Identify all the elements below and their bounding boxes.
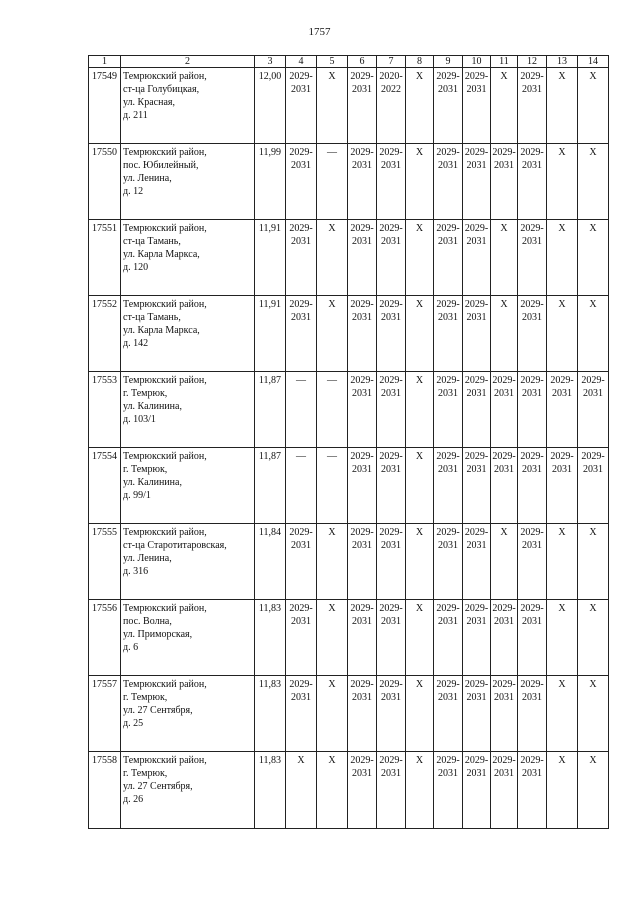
- period-cell: 2029- 2031: [286, 524, 317, 600]
- period-cell: X: [406, 448, 434, 524]
- period-cell: 2029- 2031: [518, 144, 547, 220]
- period-cell: 2029- 2031: [434, 372, 463, 448]
- period-cell: X: [317, 68, 348, 144]
- period-cell: 2029- 2031: [434, 220, 463, 296]
- address-line: Темрюкский район,: [123, 679, 207, 690]
- address-line: Темрюкский район,: [123, 299, 207, 310]
- address-line: д. 316: [123, 566, 149, 577]
- period-cell: X: [547, 144, 578, 220]
- period-cell: 2029- 2031: [463, 372, 491, 448]
- row-number: 17552: [89, 296, 121, 372]
- address-line: ст-ца Старотитаровская,: [123, 540, 227, 551]
- address-line: г. Темрюк,: [123, 768, 168, 779]
- period-cell: 2029- 2031: [463, 600, 491, 676]
- address-line: ул. Красная,: [123, 97, 175, 108]
- period-cell: 2029- 2031: [491, 600, 518, 676]
- period-cell: X: [547, 296, 578, 372]
- period-cell: 2029- 2031: [348, 220, 377, 296]
- period-cell: 2020- 2022: [377, 68, 406, 144]
- period-cell: X: [406, 524, 434, 600]
- period-cell: X: [317, 600, 348, 676]
- address-line: д. 25: [123, 718, 144, 729]
- period-cell: X: [578, 144, 609, 220]
- period-cell: X: [317, 676, 348, 752]
- period-cell: 2029- 2031: [434, 68, 463, 144]
- period-cell: —: [317, 448, 348, 524]
- address-line: ул. Ленина,: [123, 173, 172, 184]
- period-cell: 2029- 2031: [377, 448, 406, 524]
- period-cell: X: [578, 524, 609, 600]
- period-cell: —: [317, 372, 348, 448]
- period-cell: 2029- 2031: [578, 372, 609, 448]
- period-cell: 2029- 2031: [434, 448, 463, 524]
- period-cell: 2029- 2031: [578, 448, 609, 524]
- address-line: ул. Калинина,: [123, 401, 182, 412]
- period-cell: X: [547, 524, 578, 600]
- address-line: ул. Приморская,: [123, 629, 193, 640]
- period-cell: 2029- 2031: [518, 372, 547, 448]
- table-row: [89, 676, 609, 752]
- column-header: 8: [406, 56, 434, 68]
- column-header: 11: [491, 56, 518, 68]
- address-line: г. Темрюк,: [123, 464, 168, 475]
- value-cell: 11,83: [255, 600, 286, 676]
- period-cell: —: [286, 448, 317, 524]
- period-cell: X: [317, 752, 348, 829]
- period-cell: 2029- 2031: [286, 676, 317, 752]
- column-header: 2: [121, 56, 255, 68]
- address-line: ул. 27 Сентября,: [123, 705, 193, 716]
- period-cell: X: [547, 220, 578, 296]
- period-cell: 2029- 2031: [547, 448, 578, 524]
- period-cell: 2029- 2031: [348, 752, 377, 829]
- address-line: д. 12: [123, 186, 144, 197]
- value-cell: 11,83: [255, 752, 286, 829]
- period-cell: 2029- 2031: [348, 296, 377, 372]
- address-cell: [121, 600, 255, 676]
- period-cell: 2029- 2031: [434, 676, 463, 752]
- address-line: Темрюкский район,: [123, 603, 207, 614]
- value-cell: 11,87: [255, 448, 286, 524]
- address-cell: [121, 448, 255, 524]
- period-cell: 2029- 2031: [491, 676, 518, 752]
- period-cell: X: [286, 752, 317, 829]
- address-line: д. 120: [123, 262, 149, 273]
- period-cell: 2029- 2031: [348, 68, 377, 144]
- period-cell: 2029- 2031: [463, 296, 491, 372]
- period-cell: 2029- 2031: [491, 144, 518, 220]
- period-cell: 2029- 2031: [348, 676, 377, 752]
- row-number: 17556: [89, 600, 121, 676]
- table-row: [89, 600, 609, 676]
- period-cell: 2029- 2031: [491, 752, 518, 829]
- value-cell: 11,99: [255, 144, 286, 220]
- period-cell: 2029- 2031: [463, 448, 491, 524]
- table-row: [89, 448, 609, 524]
- address-line: ст-ца Тамань,: [123, 312, 181, 323]
- period-cell: X: [578, 68, 609, 144]
- address-cell: [121, 68, 255, 144]
- period-cell: X: [317, 296, 348, 372]
- address-cell: [121, 220, 255, 296]
- table-row: [89, 296, 609, 372]
- address-line: пос. Волна,: [123, 616, 172, 627]
- table-row: [89, 220, 609, 296]
- period-cell: 2029- 2031: [377, 296, 406, 372]
- address-line: д. 142: [123, 338, 149, 349]
- address-line: д. 26: [123, 794, 144, 805]
- address-line: Темрюкский район,: [123, 223, 207, 234]
- address-cell: [121, 296, 255, 372]
- period-cell: 2029- 2031: [377, 752, 406, 829]
- period-cell: X: [317, 524, 348, 600]
- period-cell: 2029- 2031: [348, 524, 377, 600]
- period-cell: X: [317, 220, 348, 296]
- period-cell: 2029- 2031: [348, 600, 377, 676]
- period-cell: X: [491, 68, 518, 144]
- period-cell: 2029- 2031: [518, 752, 547, 829]
- period-cell: X: [406, 296, 434, 372]
- address-line: Темрюкский район,: [123, 527, 207, 538]
- row-number: 17557: [89, 676, 121, 752]
- period-cell: 2029- 2031: [463, 752, 491, 829]
- period-cell: X: [406, 600, 434, 676]
- table-row: [89, 372, 609, 448]
- row-number: 17558: [89, 752, 121, 829]
- period-cell: 2029- 2031: [518, 600, 547, 676]
- period-cell: 2029- 2031: [463, 144, 491, 220]
- page-number: 1757: [308, 26, 331, 38]
- address-line: ст-ца Тамань,: [123, 236, 181, 247]
- period-cell: X: [547, 68, 578, 144]
- period-cell: X: [547, 676, 578, 752]
- address-line: пос. Юбилейный,: [123, 160, 199, 171]
- period-cell: X: [406, 372, 434, 448]
- address-line: д. 103/1: [123, 414, 156, 425]
- period-cell: 2029- 2031: [463, 68, 491, 144]
- period-cell: 2029- 2031: [463, 220, 491, 296]
- address-cell: [121, 524, 255, 600]
- period-cell: X: [578, 676, 609, 752]
- column-header: 12: [518, 56, 547, 68]
- period-cell: 2029- 2031: [286, 220, 317, 296]
- period-cell: 2029- 2031: [518, 676, 547, 752]
- address-cell: [121, 676, 255, 752]
- period-cell: 2029- 2031: [377, 220, 406, 296]
- address-line: Темрюкский район,: [123, 375, 207, 386]
- period-cell: X: [491, 296, 518, 372]
- value-cell: 11,83: [255, 676, 286, 752]
- value-cell: 11,84: [255, 524, 286, 600]
- period-cell: 2029- 2031: [518, 448, 547, 524]
- period-cell: 2029- 2031: [463, 676, 491, 752]
- row-number: 17550: [89, 144, 121, 220]
- period-cell: 2029- 2031: [491, 448, 518, 524]
- value-cell: 11,91: [255, 296, 286, 372]
- address-line: Темрюкский район,: [123, 755, 207, 766]
- address-line: д. 211: [123, 110, 148, 121]
- period-cell: 2029- 2031: [434, 524, 463, 600]
- period-cell: 2029- 2031: [518, 68, 547, 144]
- column-header: 13: [547, 56, 578, 68]
- table-row: [89, 144, 609, 220]
- period-cell: 2029- 2031: [377, 524, 406, 600]
- period-cell: 2029- 2031: [348, 144, 377, 220]
- column-header: 3: [255, 56, 286, 68]
- period-cell: 2029- 2031: [377, 676, 406, 752]
- period-cell: X: [406, 676, 434, 752]
- period-cell: 2029- 2031: [377, 372, 406, 448]
- period-cell: 2029- 2031: [286, 68, 317, 144]
- period-cell: X: [578, 600, 609, 676]
- address-line: г. Темрюк,: [123, 692, 168, 703]
- period-cell: X: [491, 524, 518, 600]
- period-cell: 2029- 2031: [286, 144, 317, 220]
- address-line: ул. Ленина,: [123, 553, 172, 564]
- data-table: [88, 55, 609, 829]
- column-header: 4: [286, 56, 317, 68]
- period-cell: X: [406, 220, 434, 296]
- address-cell: [121, 372, 255, 448]
- table-body: [89, 68, 609, 829]
- period-cell: X: [406, 752, 434, 829]
- period-cell: 2029- 2031: [518, 220, 547, 296]
- address-cell: [121, 144, 255, 220]
- header-row: [89, 56, 609, 68]
- row-number: 17549: [89, 68, 121, 144]
- column-header: 6: [348, 56, 377, 68]
- column-header: 14: [578, 56, 609, 68]
- period-cell: 2029- 2031: [348, 448, 377, 524]
- column-header: 9: [434, 56, 463, 68]
- address-line: ст-ца Голубицкая,: [123, 84, 200, 95]
- period-cell: X: [578, 296, 609, 372]
- period-cell: 2029- 2031: [518, 296, 547, 372]
- period-cell: 2029- 2031: [547, 372, 578, 448]
- period-cell: X: [406, 144, 434, 220]
- address-line: Темрюкский район,: [123, 451, 207, 462]
- address-line: ул. Карла Маркса,: [123, 325, 200, 336]
- address-line: ул. 27 Сентября,: [123, 781, 193, 792]
- period-cell: 2029- 2031: [463, 524, 491, 600]
- row-number: 17555: [89, 524, 121, 600]
- period-cell: 2029- 2031: [377, 600, 406, 676]
- address-cell: [121, 752, 255, 829]
- period-cell: 2029- 2031: [377, 144, 406, 220]
- column-header: 7: [377, 56, 406, 68]
- address-line: Темрюкский район,: [123, 71, 207, 82]
- value-cell: 11,87: [255, 372, 286, 448]
- column-header: 10: [463, 56, 491, 68]
- period-cell: 2029- 2031: [286, 296, 317, 372]
- period-cell: 2029- 2031: [434, 296, 463, 372]
- row-number: 17553: [89, 372, 121, 448]
- period-cell: X: [578, 220, 609, 296]
- period-cell: X: [547, 600, 578, 676]
- period-cell: 2029- 2031: [491, 372, 518, 448]
- value-cell: 12,00: [255, 68, 286, 144]
- column-header: 1: [89, 56, 121, 68]
- table-row: [89, 524, 609, 600]
- value-cell: 11,91: [255, 220, 286, 296]
- address-line: ул. Карла Маркса,: [123, 249, 200, 260]
- period-cell: X: [578, 752, 609, 829]
- period-cell: X: [491, 220, 518, 296]
- address-line: г. Темрюк,: [123, 388, 168, 399]
- period-cell: 2029- 2031: [286, 600, 317, 676]
- row-number: 17551: [89, 220, 121, 296]
- period-cell: 2029- 2031: [518, 524, 547, 600]
- address-line: д. 6: [123, 642, 139, 653]
- period-cell: X: [547, 752, 578, 829]
- period-cell: 2029- 2031: [434, 144, 463, 220]
- table-row: [89, 68, 609, 144]
- period-cell: 2029- 2031: [348, 372, 377, 448]
- address-line: д. 99/1: [123, 490, 151, 501]
- table-row: [89, 752, 609, 829]
- column-header: 5: [317, 56, 348, 68]
- period-cell: X: [406, 68, 434, 144]
- address-line: ул. Калинина,: [123, 477, 182, 488]
- period-cell: 2029- 2031: [434, 752, 463, 829]
- row-number: 17554: [89, 448, 121, 524]
- period-cell: —: [286, 372, 317, 448]
- period-cell: 2029- 2031: [434, 600, 463, 676]
- period-cell: —: [317, 144, 348, 220]
- address-line: Темрюкский район,: [123, 147, 207, 158]
